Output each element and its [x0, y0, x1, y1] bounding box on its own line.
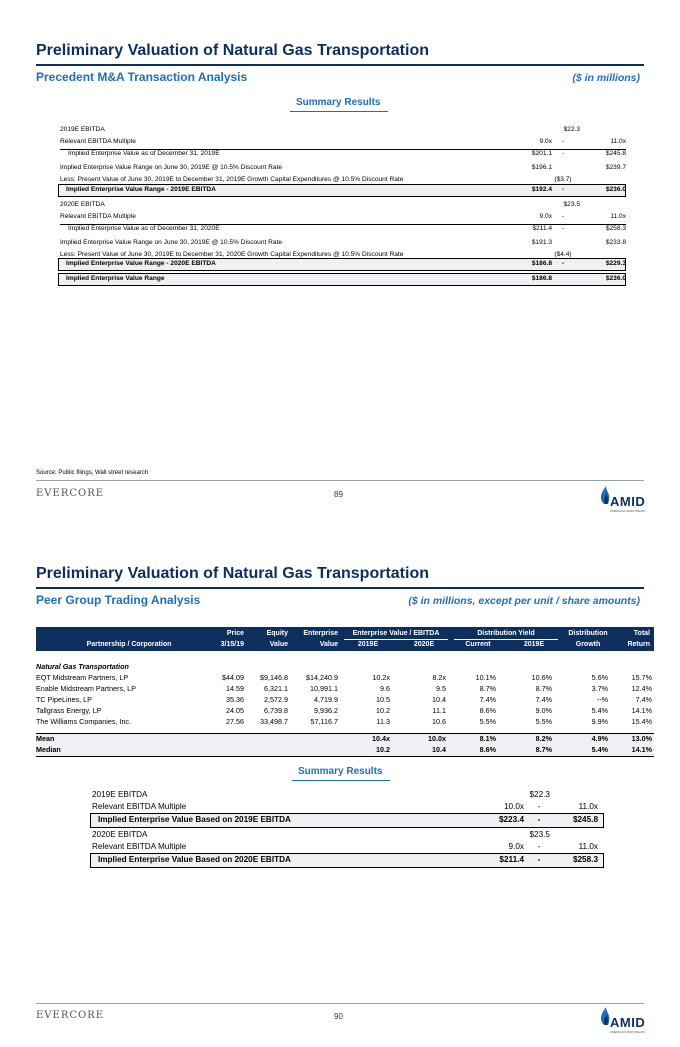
page-number: 89 — [334, 490, 343, 499]
cell-ev20: 10.6 — [432, 717, 446, 726]
row-label: Implied Enterprise Value as of December 31, 2019E — [68, 150, 220, 157]
cell-enterprise: $14,240.9 — [306, 673, 338, 682]
amid-logo-text: AMID — [610, 1015, 646, 1030]
group-rule — [454, 639, 558, 640]
row-low: $211.4 — [499, 855, 524, 864]
cell-equity: $9,146.8 — [260, 673, 288, 682]
summary-row-final — [60, 273, 626, 285]
group-rule — [344, 639, 448, 640]
row-label: Implied Enterprise Value Range on June 30, 2019E @ 10.5% Discount Rate — [60, 239, 283, 246]
table-category: Natural Gas Transportation — [36, 662, 129, 671]
slide-90 — [0, 523, 680, 1046]
summary-row — [60, 148, 626, 160]
page-subtitle: Precedent M&A Transaction Analysis — [36, 70, 248, 84]
row-label: Implied Enterprise Value as of December 31, 2020E — [68, 225, 220, 232]
summary-row-total — [60, 258, 626, 270]
amid-logo-text: AMID — [610, 494, 646, 509]
cell-price: 14.59 — [226, 684, 244, 693]
cell-return: 14.1% — [631, 706, 652, 715]
row-high: 11.0x — [610, 213, 626, 220]
row-high: $23.5 — [529, 830, 550, 839]
footer-rule — [36, 1003, 644, 1004]
cell-dy-current: 5.5% — [479, 717, 496, 726]
col-ev-2019: 2019E — [357, 641, 379, 648]
row-low: 9.0x — [539, 138, 552, 145]
row-label: 2019E EBITDA — [92, 790, 148, 799]
amid-logo-subtext: AMERICAN MIDSTREAM — [610, 509, 645, 513]
col-price-top: Price — [226, 630, 244, 637]
page-title: Preliminary Valuation of Natural Gas Transportation — [36, 42, 429, 59]
row-high: $233.8 — [605, 239, 626, 246]
cell-ev20: 10.4 — [432, 695, 446, 704]
cell-name: Enable Midstream Partners, LP — [36, 684, 136, 693]
row-label: 2020E EBITDA — [92, 830, 148, 839]
summary-row — [60, 199, 626, 211]
cell-return: 15.4% — [631, 717, 652, 726]
row-dash: - — [561, 186, 565, 193]
summary-row-total — [92, 814, 604, 826]
row-label: Implied Enterprise Value Range - 2020E EBITDA — [66, 260, 216, 267]
title-rule — [36, 64, 644, 66]
cell-return: 12.4% — [631, 684, 652, 693]
row-label: Relevant EBITDA Multiple — [92, 842, 187, 851]
mean-dy19: 8.2% — [535, 734, 552, 743]
col-dy-current: Current — [465, 641, 491, 648]
units-note: ($ in millions) — [572, 72, 640, 84]
cell-growth: 5.4% — [591, 706, 608, 715]
summary-row — [92, 801, 604, 813]
row-high: $258.3 — [572, 855, 598, 864]
row-label: Implied Enterprise Value Range — [66, 275, 165, 282]
row-high: $258.3 — [605, 225, 626, 232]
table-row — [36, 672, 654, 683]
cell-dy19: 5.5% — [535, 717, 552, 726]
cell-dy-current: 8.7% — [479, 684, 496, 693]
summary-row-total — [92, 854, 604, 866]
summary-row — [92, 829, 604, 841]
cell-price: 35.36 — [226, 695, 244, 704]
row-label: Relevant EBITDA Multiple — [60, 213, 136, 220]
summary-row — [60, 162, 626, 174]
row-low: $196.1 — [531, 164, 552, 171]
cell-dy-current: 10.1% — [475, 673, 496, 682]
row-high: 11.0x — [578, 842, 598, 851]
cell-dy19: 8.7% — [535, 684, 552, 693]
cell-dy-current: 7.4% — [479, 695, 496, 704]
col-enterprise-bottom: Value — [319, 641, 338, 648]
title-rule — [36, 587, 644, 589]
row-high: $236.0 — [605, 275, 626, 282]
cell-ev20: 9.5 — [436, 684, 446, 693]
col-group-dist-yield: Distribution Yield — [477, 630, 535, 637]
cell-dy19: 7.4% — [535, 695, 552, 704]
row-dash: - — [537, 815, 541, 824]
mean-ev19: 10.4x — [372, 734, 390, 743]
row-low: $192.4 — [531, 186, 552, 193]
evercore-logo: EVERCORE — [36, 488, 105, 499]
row-low: $211.4 — [532, 225, 552, 232]
row-label: Relevant EBITDA Multiple — [92, 802, 187, 811]
summary-row — [60, 211, 626, 223]
median-return: 14.1% — [631, 745, 652, 754]
summary-row — [60, 237, 626, 249]
mean-return: 13.0% — [631, 734, 652, 743]
row-low: 10.0x — [503, 802, 524, 811]
row-label: Less: Present Value of June 30, 2019E to December 31, 2020E Growth Capital Expenditures @ 10.5% Discount Rate — [60, 251, 404, 258]
col-ev-2020: 2020E — [413, 641, 435, 648]
cell-dy19: 9.0% — [535, 706, 552, 715]
row-low: $201.1 — [531, 150, 552, 157]
cell-ev20: 11.1 — [432, 706, 446, 715]
median-dy19: 8.7% — [535, 745, 552, 754]
row-label: Implied Enterprise Value Range on June 30, 2019E @ 10.5% Discount Rate — [60, 164, 283, 171]
summary-row — [92, 841, 604, 853]
cell-ev19: 11.3 — [376, 717, 390, 726]
cell-enterprise: 10,991.1 — [310, 684, 338, 693]
page-title: Preliminary Valuation of Natural Gas Transportation — [36, 565, 429, 582]
amid-logo-subtext: AMERICAN MIDSTREAM — [610, 1030, 645, 1034]
col-price-bottom: 3/15/19 — [220, 641, 244, 648]
summary-row — [60, 124, 626, 136]
cell-equity: 33,498.7 — [260, 717, 288, 726]
cell-ev20: 8.2x — [432, 673, 446, 682]
col-partnership: Partnership / Corporation — [86, 641, 172, 648]
row-high: $239.7 — [605, 164, 626, 171]
row-high: $22.3 — [529, 790, 550, 799]
row-high: $22.3 — [563, 126, 580, 133]
col-total-return-bottom: Return — [627, 641, 650, 648]
slide-89 — [0, 0, 680, 523]
cell-ev19: 9.6 — [380, 684, 390, 693]
cell-price: $44.09 — [222, 673, 244, 682]
mean-ev20: 10.0x — [428, 734, 446, 743]
cell-name: EQT Midstream Partners, LP — [36, 673, 129, 682]
median-row — [36, 744, 654, 755]
median-label: Median — [36, 745, 61, 754]
row-label: 2019E EBITDA — [60, 126, 105, 133]
cell-growth: --% — [596, 695, 608, 704]
cell-equity: 6,321.1 — [264, 684, 288, 693]
row-dash: - — [561, 150, 565, 157]
mean-dyc: 8.1% — [479, 734, 496, 743]
row-high: $245.8 — [572, 815, 598, 824]
cell-equity: 2,572.9 — [264, 695, 288, 704]
summary-row — [60, 136, 626, 148]
cell-ev19: 10.2x — [372, 673, 390, 682]
row-low: 9.0x — [539, 213, 552, 220]
col-dist-growth-bottom: Growth — [575, 641, 601, 648]
peer-table-header — [36, 627, 654, 651]
row-label: Relevant EBITDA Multiple — [60, 138, 136, 145]
cell-dy-current: 8.6% — [479, 706, 496, 715]
row-low: $186.8 — [531, 275, 552, 282]
cell-growth: 5.6% — [591, 673, 608, 682]
col-dist-growth-top: Distribution — [568, 630, 608, 637]
row-dash: - — [561, 260, 565, 267]
row-label: 2020E EBITDA — [60, 201, 105, 208]
median-ev20: 10.4 — [432, 745, 446, 754]
cell-price: 27.56 — [226, 717, 244, 726]
col-total-return-top: Total — [633, 630, 650, 637]
row-high: $229.3 — [605, 260, 626, 267]
row-dash: - — [537, 802, 541, 811]
summary-row — [60, 223, 626, 235]
row-low: $223.4 — [498, 815, 524, 824]
cell-equity: 6,739.8 — [264, 706, 288, 715]
table-row — [36, 683, 654, 694]
cell-name: Tallgrass Energy, LP — [36, 706, 102, 715]
row-high: $23.5 — [563, 201, 580, 208]
cell-name: The Williams Companies, Inc. — [36, 717, 132, 726]
row-low: $191.3 — [531, 239, 552, 246]
summary-row-total — [60, 184, 626, 196]
col-enterprise-top: Enterprise — [303, 630, 338, 637]
col-equity-bottom: Value — [269, 641, 288, 648]
row-capex: ($4.4) — [554, 251, 572, 258]
cell-growth: 3.7% — [591, 684, 608, 693]
col-dy-2019: 2019E — [523, 641, 545, 648]
page-subtitle: Peer Group Trading Analysis — [36, 593, 201, 607]
cell-name: TC PipeLines, LP — [36, 695, 92, 704]
row-label: Implied Enterprise Value Range - 2019E EBITDA — [66, 186, 216, 193]
row-label: Implied Enterprise Value Based on 2020E EBITDA — [98, 855, 291, 864]
row-low: 9.0x — [508, 842, 524, 851]
cell-dy19: 10.6% — [531, 673, 552, 682]
units-note: ($ in millions, except per unit / share amounts) — [408, 595, 640, 607]
summary-row — [92, 789, 604, 801]
col-group-ev-ebitda: Enterprise Value / EBITDA — [352, 630, 440, 637]
row-label: Implied Enterprise Value Based on 2019E EBITDA — [98, 815, 291, 824]
row-dash: - — [537, 842, 541, 851]
mean-label: Mean — [36, 734, 55, 743]
median-ev19: 10.2 — [376, 745, 390, 754]
row-high: $245.8 — [605, 150, 626, 157]
cell-ev19: 10.5 — [376, 695, 390, 704]
section-title: Summary Results — [296, 97, 381, 108]
row-high: 11.0x — [610, 138, 626, 145]
section-rule — [290, 111, 388, 112]
cell-enterprise: 9,936.2 — [314, 706, 338, 715]
row-dash: - — [561, 225, 565, 232]
row-high: $236.0 — [605, 186, 626, 193]
footer-rule — [36, 480, 644, 481]
mean-growth: 4.9% — [591, 734, 608, 743]
median-dyc: 8.6% — [479, 745, 496, 754]
cell-enterprise: 4,719.9 — [314, 695, 338, 704]
cell-return: 15.7% — [631, 673, 652, 682]
page-number: 90 — [334, 1012, 343, 1021]
row-high: 11.0x — [578, 802, 598, 811]
table-row — [36, 716, 654, 727]
row-dash: - — [561, 138, 565, 145]
cell-price: 24.05 — [226, 706, 244, 715]
section-title: Summary Results — [298, 766, 383, 777]
row-dash: - — [561, 213, 565, 220]
col-equity-top: Equity — [266, 630, 288, 637]
source-note: Source: Public filings, Wall street research — [36, 470, 149, 476]
row-dash: - — [537, 855, 541, 864]
section-rule — [292, 780, 390, 781]
cell-growth: 9.9% — [591, 717, 608, 726]
cell-ev19: 10.2 — [376, 706, 390, 715]
cell-return: 7.4% — [635, 695, 652, 704]
mean-row — [36, 733, 654, 744]
table-row — [36, 694, 654, 705]
evercore-logo: EVERCORE — [36, 1010, 105, 1021]
row-low: $186.8 — [531, 260, 552, 267]
row-label: Less: Present Value of June 30, 2019E to December 31, 2019E Growth Capital Expenditures @ 10.5% Discount Rate — [60, 176, 404, 183]
table-row — [36, 705, 654, 716]
cell-enterprise: 57,116.7 — [310, 717, 338, 726]
median-growth: 5.4% — [591, 745, 608, 754]
row-capex: ($3.7) — [554, 176, 572, 183]
